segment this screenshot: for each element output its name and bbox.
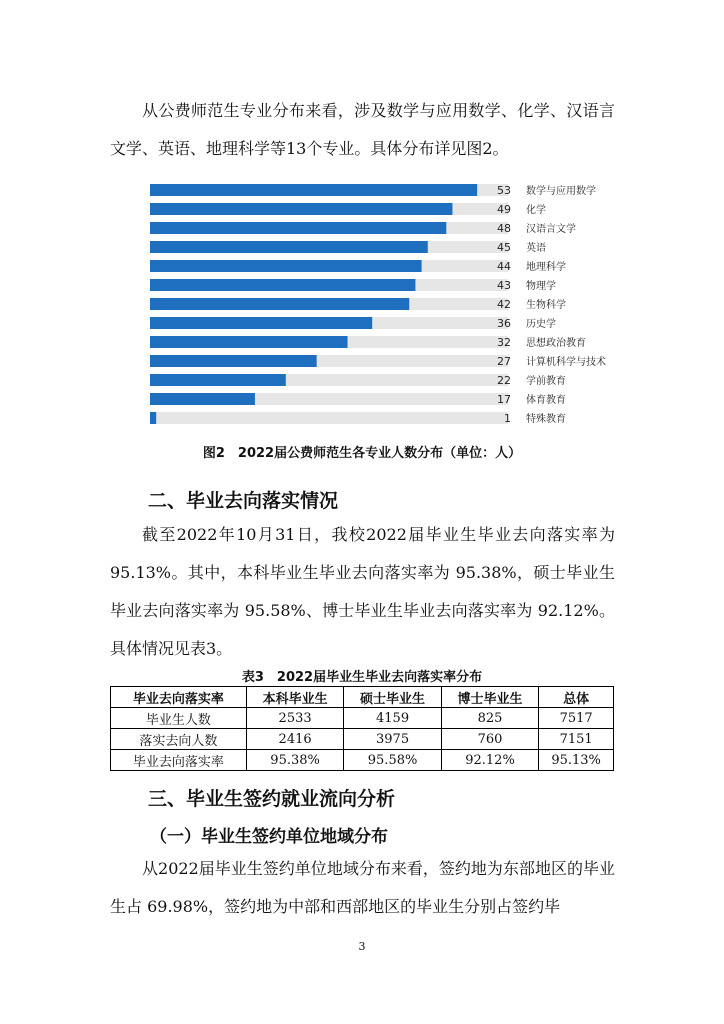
section-3-subtitle: （一）毕业生签约单位地域分布 [150, 827, 388, 847]
bar-value-label: 1 [504, 412, 511, 425]
table-row [111, 750, 614, 771]
bar-value-label: 22 [497, 374, 511, 387]
intro-paragraph: 从公费师范生专业分布来看，涉及数学与应用数学、化学、汉语言文学、英语、地理科学等13个专业。具体分布详见图2。 [110, 101, 615, 158]
table-cell: 825 [441, 708, 538, 729]
major-distribution-chart [0, 178, 724, 430]
bar-value-label: 27 [497, 355, 511, 368]
bar-category-label: 物理学 [526, 281, 556, 292]
table-cell: 3975 [344, 729, 441, 750]
bar-category-label: 思想政治教育 [526, 338, 586, 349]
bar-value-label: 42 [497, 298, 511, 311]
section-3-paragraph: 从2022届毕业生签约单位地域分布来看，签约地为东部地区的毕业生占 69.98%，签约地为中部和西部地区的毕业生分别占签约毕 [110, 859, 615, 916]
bar-value-label: 48 [497, 222, 511, 235]
bar-value-label: 17 [497, 393, 511, 406]
table-cell: 760 [441, 729, 538, 750]
bar-category-label: 化学 [526, 205, 546, 216]
bar-12 [150, 412, 156, 424]
bar-value-label: 49 [497, 203, 511, 216]
bar-category-label: 数学与应用数学 [526, 186, 596, 197]
table-header-cell: 毕业去向落实率 [111, 687, 247, 708]
table-cell: 毕业去向落实率 [111, 750, 247, 771]
bar-category-label: 历史学 [526, 319, 556, 330]
bar-10 [150, 374, 286, 386]
table-cell: 2416 [246, 729, 343, 750]
bar-track [150, 412, 508, 424]
bar-category-label: 学前教育 [526, 376, 566, 387]
table-header-cell: 博士毕业生 [441, 687, 538, 708]
bar-category-label: 生物科学 [526, 300, 566, 311]
table-cell: 95.58% [344, 750, 441, 771]
bar-category-label: 特殊教育 [526, 414, 566, 425]
bar-value-label: 36 [497, 317, 511, 330]
bar-8 [150, 336, 348, 348]
bar-6 [150, 298, 409, 310]
bar-value-label: 32 [497, 336, 511, 349]
table-caption: 表3 2022届毕业生毕业去向落实率分布 [241, 670, 483, 685]
bar-9 [150, 355, 317, 367]
figure-caption: 图2 2022届公费师范生各专业人数分布（单位：人） [202, 446, 522, 461]
table-cell: 95.38% [246, 750, 343, 771]
graduation-rate-table [110, 686, 614, 771]
table-row [111, 729, 614, 750]
section-3-title: 三、毕业生签约就业流向分析 [148, 788, 396, 810]
table-cell: 95.13% [539, 750, 614, 771]
table-header-cell: 总体 [539, 687, 614, 708]
bar-category-label: 体育教育 [526, 395, 566, 406]
bar-11 [150, 393, 255, 405]
bar-value-label: 44 [497, 260, 511, 273]
table-cell: 2533 [246, 708, 343, 729]
section-2-paragraph: 截至2022年10月31日，我校2022届毕业生毕业去向落实率为95.13%。其中，本科毕业生毕业去向落实率为 95.38%，硕士毕业生毕业去向落实率为 95.58%、博士毕业生毕业去向落实率为 92.12%。具体情况见表3。 [110, 525, 615, 658]
bar-category-label: 地理科学 [526, 262, 566, 273]
table-header-cell: 硕士毕业生 [344, 687, 441, 708]
bar-5 [150, 279, 415, 291]
bar-7 [150, 317, 372, 329]
bar-value-label: 53 [497, 184, 511, 197]
page-number: 3 [358, 940, 366, 953]
table-header-row [111, 687, 614, 708]
table-cell: 落实去向人数 [111, 729, 247, 750]
table-cell: 92.12% [441, 750, 538, 771]
table-header-cell: 本科毕业生 [246, 687, 343, 708]
table-row [111, 708, 614, 729]
table-cell: 4159 [344, 708, 441, 729]
bar-4 [150, 260, 422, 272]
bar-2 [150, 222, 446, 234]
bar-3 [150, 241, 428, 253]
table-cell: 毕业生人数 [111, 708, 247, 729]
bar-0 [150, 184, 477, 196]
section-2-title: 二、毕业去向落实情况 [148, 490, 339, 512]
bar-category-label: 汉语言文学 [526, 224, 576, 235]
bar-1 [150, 203, 452, 215]
bar-category-label: 计算机科学与技术 [526, 357, 606, 368]
bar-value-label: 43 [497, 279, 511, 292]
bar-category-label: 英语 [526, 243, 546, 254]
table-cell: 7151 [539, 729, 614, 750]
table-cell: 7517 [539, 708, 614, 729]
bar-value-label: 45 [497, 241, 511, 254]
